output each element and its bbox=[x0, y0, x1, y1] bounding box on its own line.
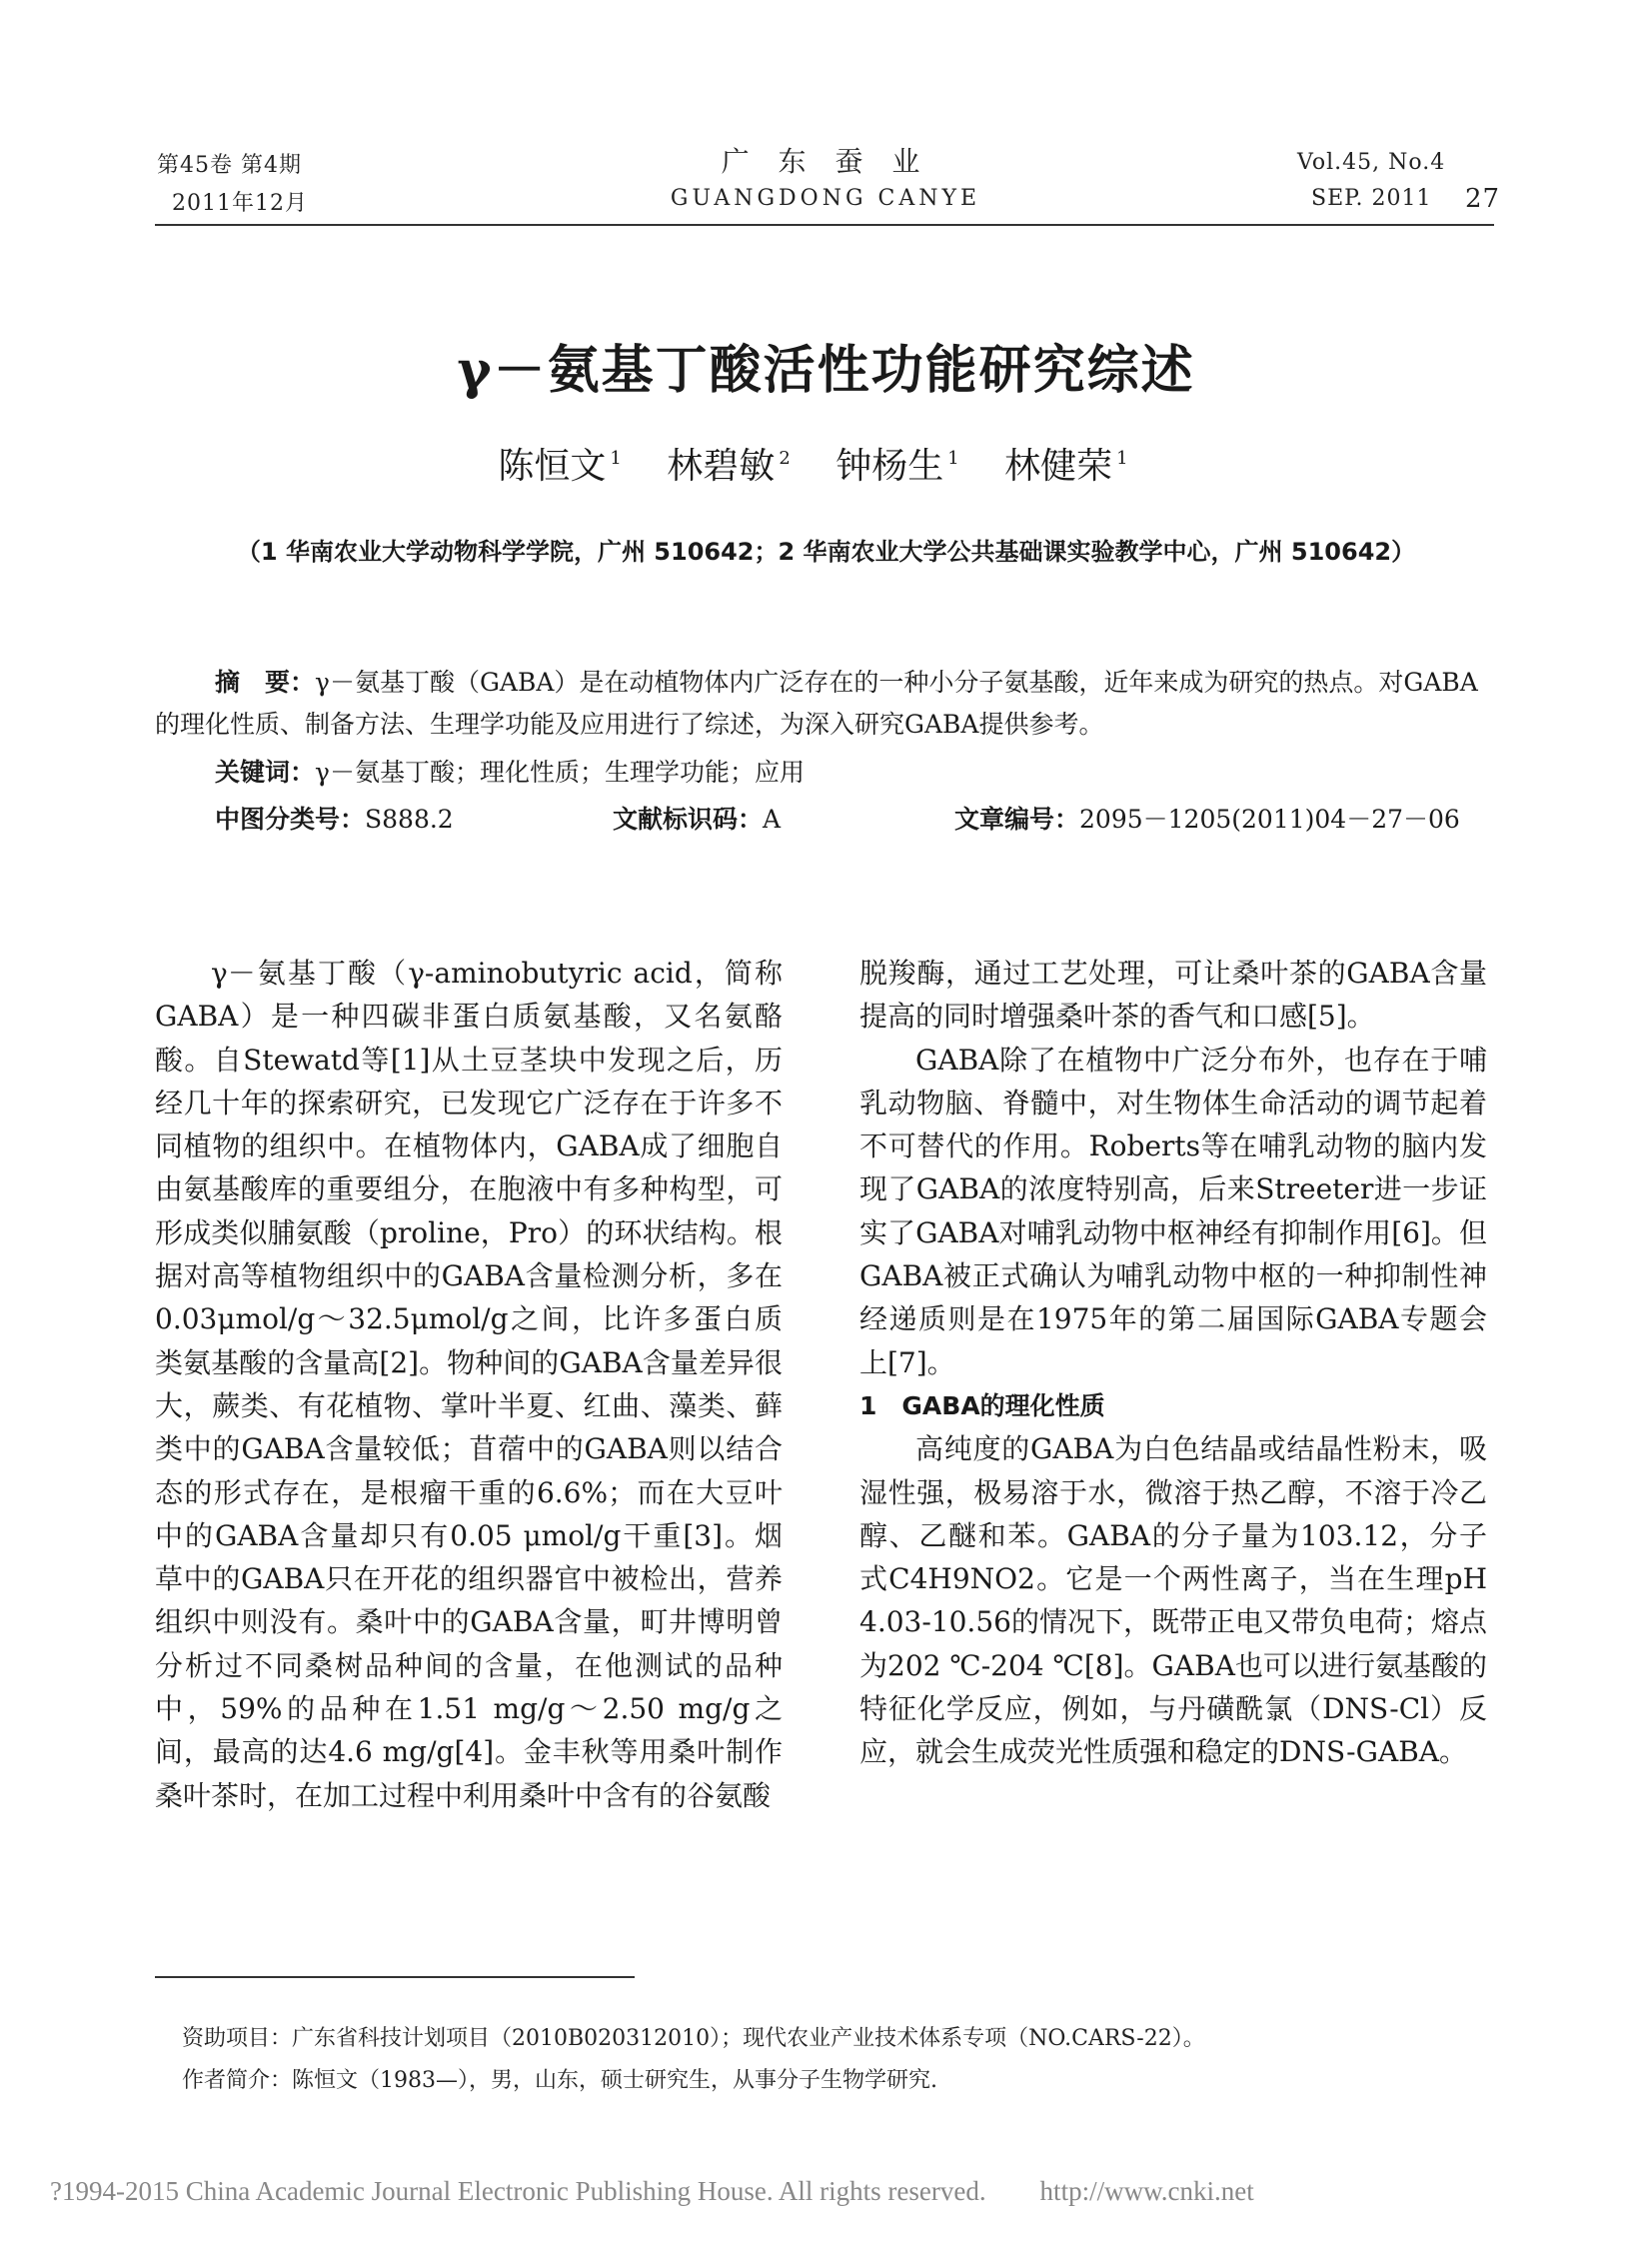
clc-value: S888.2 bbox=[365, 805, 454, 834]
body-paragraph: 脱羧酶，通过工艺处理，可让桑叶茶的GABA含量提高的同时增强桑叶茶的香气和口感[5]。 bbox=[859, 957, 1487, 1034]
author-list bbox=[0, 438, 1652, 489]
body-left-column bbox=[155, 952, 783, 1817]
article-title: γ－氨基丁酸活性功能研究综述 bbox=[457, 340, 1195, 401]
copyright-notice: ?1994-2015 China Academic Journal Electronic Publishing House. All rights reserved. http://www.cnki.net bbox=[50, 2176, 1254, 2206]
author-affiliation-mark: 1 bbox=[947, 448, 959, 469]
clc-label: 中图分类号： bbox=[215, 805, 366, 834]
publication-date-en: SEP. 2011 bbox=[1311, 186, 1432, 211]
page-number: 27 bbox=[1465, 184, 1501, 214]
abstract bbox=[155, 662, 1494, 746]
article-number-value: 2095－1205(2011)04－27－06 bbox=[1079, 805, 1460, 834]
body-right-column bbox=[859, 952, 1487, 1774]
header-rule bbox=[155, 224, 1494, 226]
footnote-rule bbox=[155, 1976, 635, 1978]
body-paragraph: 高纯度的GABA为白色结晶或结晶性粉末，吸湿性强，极易溶于水，微溶于热乙醇，不溶于冷乙醇、乙醚和苯。GABA的分子量为103.12，分子式C4H9NO2。它是一个两性离子，当在生理pH 4.03-10.56的情况下，既带正电又带负电荷；熔点为202 ℃-204 ℃[8]。GABA也可以进行氨基酸的特征化学反应，例如，与丹磺酰氯（DNS-Cl）反应，就会生成荧光性质强和稳定的DNS-GABA。 bbox=[859, 1432, 1487, 1769]
keywords-label: 关键词： bbox=[215, 758, 316, 787]
section-heading: 1 GABA的理化性质 bbox=[859, 1390, 1105, 1420]
author-name: 林健荣 bbox=[1004, 446, 1113, 487]
author-name: 林碧敏 bbox=[667, 446, 776, 487]
volume-issue-en: Vol.45, No.4 bbox=[1297, 150, 1446, 175]
doc-code-label: 文献标识码： bbox=[613, 805, 764, 834]
article-number-label: 文章编号： bbox=[954, 805, 1080, 834]
author-affiliation-mark: 1 bbox=[1116, 448, 1128, 469]
keywords bbox=[215, 752, 1494, 794]
keywords-text: γ－氨基丁酸；理化性质；生理学功能；应用 bbox=[315, 758, 805, 787]
author-name: 钟杨生 bbox=[835, 446, 944, 487]
affiliation: （1 华南农业大学动物科学学院，广州 510642；2 华南农业大学公共基础课实验教学中心，广州 510642） bbox=[236, 538, 1416, 566]
funding-note: 资助项目：广东省科技计划项目（2010B020312010）；现代农业产业技术体系专项（NO.CARS-22）。 bbox=[182, 2026, 1205, 2051]
abstract-label: 摘 要： bbox=[215, 668, 316, 697]
author-name: 陈恒文 bbox=[498, 446, 607, 487]
author-bio-note: 作者简介：陈恒文（1983—），男，山东，硕士研究生，从事分子生物学研究. bbox=[182, 2068, 937, 2093]
journal-name-cn: 广 东 蚕 业 bbox=[721, 145, 930, 178]
author-affiliation-mark: 2 bbox=[779, 448, 791, 469]
journal-name-en: GUANGDONG CANYE bbox=[670, 186, 981, 211]
abstract-text: γ－氨基丁酸（GABA）是在动植物体内广泛存在的一种小分子氨基酸，近年来成为研究的热点。对GABA的理化性质、制备方法、生理学功能及应用进行了综述，为深入研究GABA提供参考。 bbox=[155, 668, 1478, 739]
publication-date: 2011年12月 bbox=[172, 191, 308, 216]
volume-issue: 第45卷 第4期 bbox=[157, 153, 302, 178]
body-paragraph: GABA除了在植物中广泛分布外，也存在于哺乳动物脑、脊髓中，对生物体生命活动的调节起着不可替代的作用。Roberts等在哺乳动物的脑内发现了GABA的浓度特别高，后来Streeter进一步证实了GABA对哺乳动物中枢神经有抑制作用[6]。但GABA被正式确认为哺乳动物中枢的一种抑制性神经递质则是在1975年的第二届国际GABA专题会上[7]。 bbox=[859, 1043, 1487, 1379]
author-affiliation-mark: 1 bbox=[610, 448, 622, 469]
body-paragraph: γ－氨基丁酸（γ-aminobutyric acid，简称GABA）是一种四碳非蛋白质氨基酸，又名氨酪酸。自Stewatd等[1]从土豆茎块中发现之后，历经几十年的探索研究，已发现它广泛存在于许多不同植物的组织中。在植物体内，GABA成了细胞自由氨基酸库的重要组分，在胞液中有多种构型，可形成类似脯氨酸（proline，Pro）的环状结构。根据对高等植物组织中的GABA含量检测分析，多在0.03μmol/g～32.5μmol/g之间，比许多蛋白质类氨基酸的含量高[2]。物种间的GABA含量差异很大，蕨类、有花植物、掌叶半夏、红曲、藻类、藓类中的GABA含量较低；苜蓿中的GABA则以结合态的形式存在，是根瘤干重的6.6%；而在大豆叶中的GABA含量却只有0.05 μmol/g干重[3]。烟草中的GABA只在开花的组织器官中被检出，营养组织中则没有。桑叶中的GABA含量，町井博明曾分析过不同桑树品种间的含量，在他测试的品种中，59%的品种在1.51 mg/g～2.50 mg/g之间，最高的达4.6 mg/g[4]。金丰秋等用桑叶制作桑叶茶时，在加工过程中利用桑叶中含有的谷氨酸 bbox=[155, 957, 783, 1812]
doc-code-value: A bbox=[763, 805, 782, 834]
